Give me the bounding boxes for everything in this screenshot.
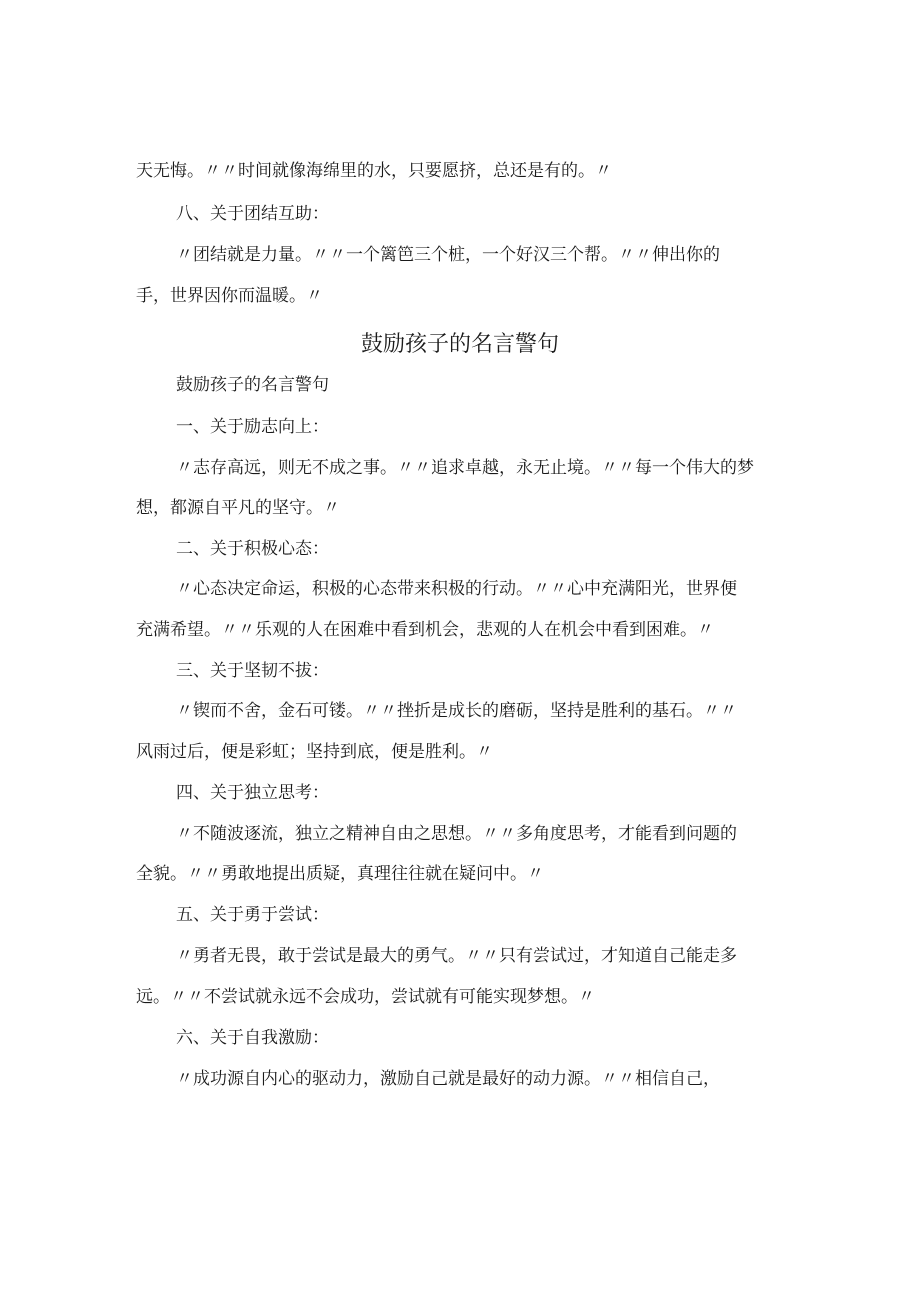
quote-line: 充满希望。〃〃乐观的人在困难中看到机会，悲观的人在机会中看到困难。〃 — [136, 620, 714, 640]
section-heading: 六、关于自我激励： — [176, 1028, 329, 1048]
continued-quote-line: 天无悔。〃〃时间就像海绵里的水，只要愿挤，总还是有的。〃 — [136, 161, 612, 181]
section-heading: 二、关于积极心态： — [176, 539, 329, 559]
quote-line: 〃团结就是力量。〃〃一个篱笆三个桩，一个好汉三个帮。〃〃伸出你的 — [176, 245, 720, 265]
quote-line: 远。〃〃不尝试就永远不会成功，尝试就有可能实现梦想。〃 — [136, 987, 595, 1007]
document-subtitle: 鼓励孩子的名言警句 — [176, 375, 329, 395]
quote-line: 想，都源自平凡的坚守。〃 — [136, 498, 340, 518]
quote-line: 〃志存高远，则无不成之事。〃〃追求卓越，永无止境。〃〃每一个伟大的梦 — [176, 458, 754, 478]
quote-line: 手，世界因你而温暖。〃 — [136, 286, 323, 306]
quote-line: 风雨过后，便是彩虹；坚持到底，便是胜利。〃 — [136, 742, 493, 762]
quote-line: 〃勇者无畏，敢于尝试是最大的勇气。〃〃只有尝试过，才知道自己能走多 — [176, 946, 737, 966]
quote-line: 〃心态决定命运，积极的心态带来积极的行动。〃〃心中充满阳光，世界便 — [176, 579, 737, 599]
quote-line: 〃锲而不舍，金石可镂。〃〃挫折是成长的磨砺，坚持是胜利的基石。〃〃 — [176, 701, 737, 721]
quote-line: 〃不随波逐流，独立之精神自由之思想。〃〃多角度思考，才能看到问题的 — [176, 824, 737, 844]
section-heading: 五、关于勇于尝试： — [176, 905, 329, 925]
section-heading: 三、关于坚韧不拔： — [176, 661, 329, 681]
section-heading: 八、关于团结互助： — [176, 204, 329, 224]
section-heading: 四、关于独立思考： — [176, 783, 329, 803]
quote-line: 全貌。〃〃勇敢地提出质疑，真理往往就在疑问中。〃 — [136, 864, 544, 884]
quote-line: 〃成功源自内心的驱动力，激励自己就是最好的动力源。〃〃相信自己， — [176, 1069, 720, 1089]
document-title: 鼓励孩子的名言警句 — [360, 332, 559, 357]
section-heading: 一、关于励志向上： — [176, 417, 329, 437]
